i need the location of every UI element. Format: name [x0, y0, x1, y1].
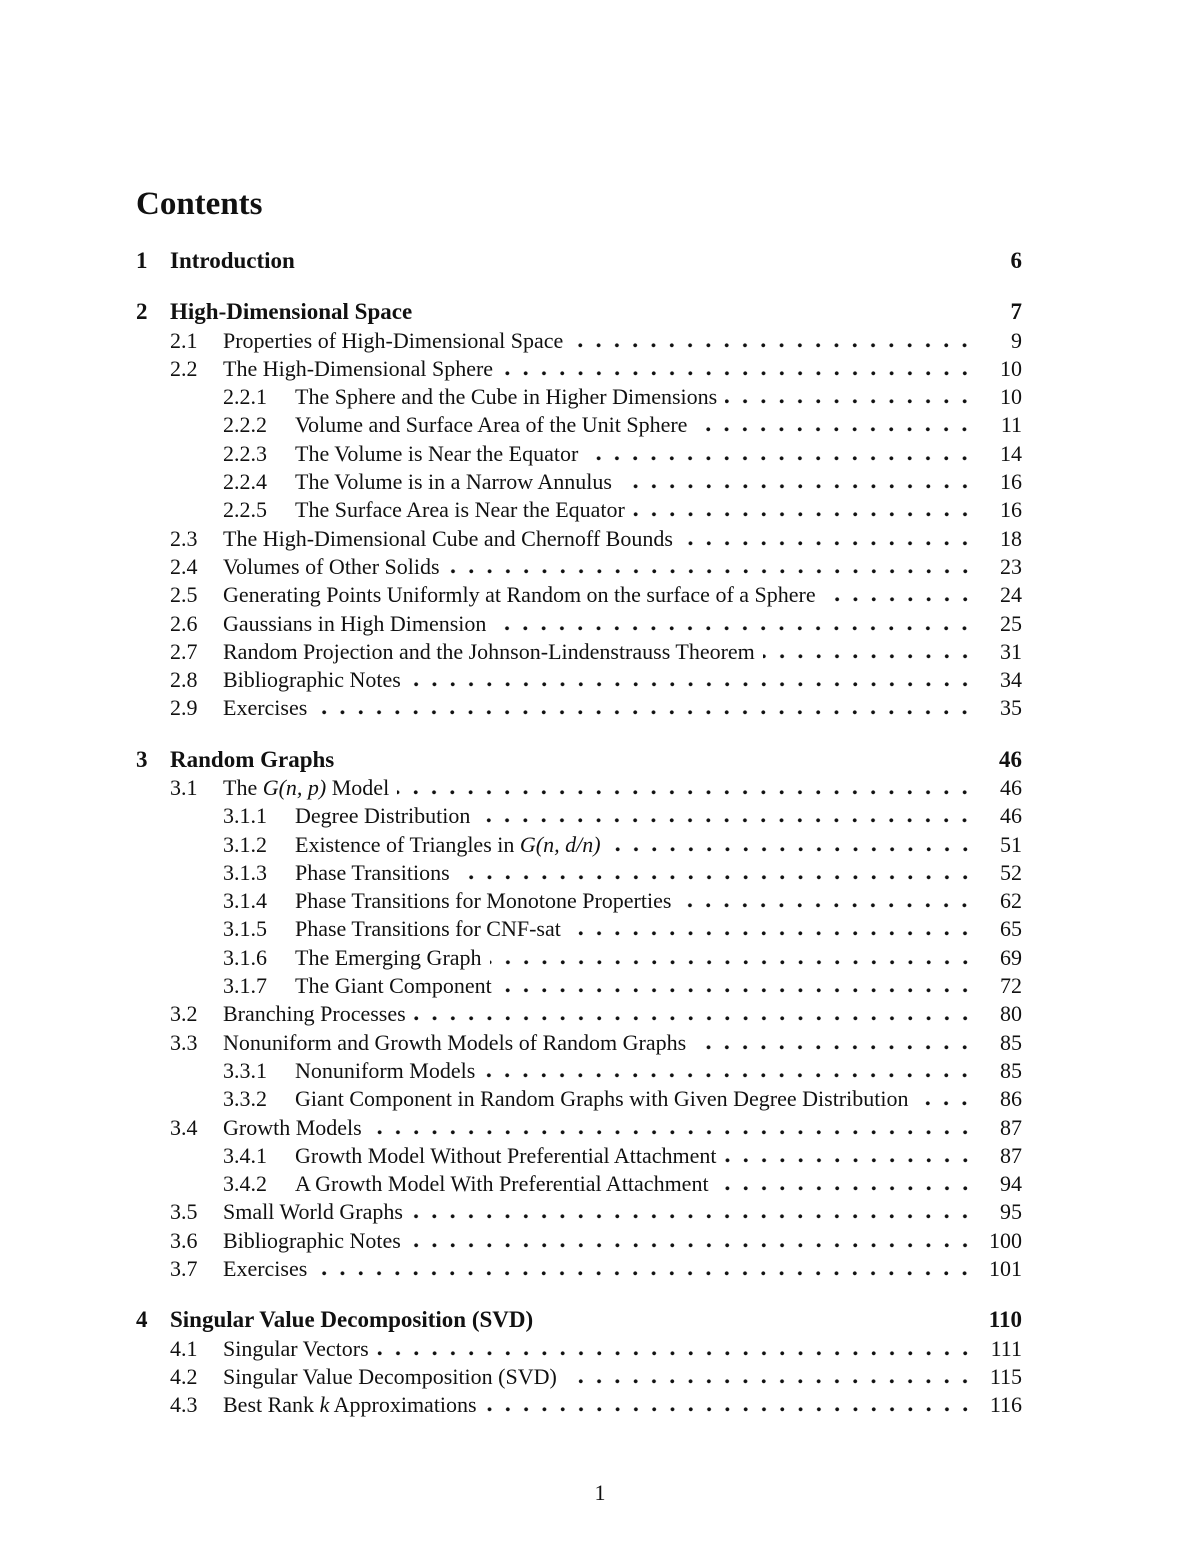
entry-number: 2.7: [170, 638, 198, 664]
entry-page: 94: [1000, 1171, 1022, 1197]
title-text: The Surface Area is Near the Equator: [295, 497, 625, 523]
title-text: Introduction: [170, 247, 295, 273]
dot-leader: [586, 455, 974, 461]
title-text: The High-Dimensional Cube and Chernoff Bounds: [223, 525, 673, 551]
leader-spacer: [303, 262, 974, 268]
entry-number: 2.2.2: [223, 412, 267, 438]
dot-leader: [490, 959, 974, 965]
entry-number: 2.2: [170, 355, 198, 381]
entry-title: [223, 694, 307, 722]
entry-title: [295, 440, 578, 468]
entry-title: [223, 610, 486, 638]
title-text: The Volume is Near the Equator: [295, 440, 579, 466]
title-text: Singular Value Decomposition (SVD): [170, 1307, 534, 1333]
entry-page: 16: [1000, 469, 1022, 495]
dot-leader: [500, 987, 974, 993]
entry-number: 3.1.3: [223, 859, 267, 885]
entry-number: 2.9: [170, 695, 198, 721]
title-text: Phase Transitions: [295, 859, 450, 885]
entry-page: 110: [988, 1307, 1022, 1333]
entry-page: 65: [1000, 916, 1022, 942]
toc-entry-3-1-6: [136, 944, 1022, 972]
toc-entry-2: [136, 298, 1022, 326]
title-text: Singular Vectors: [223, 1335, 369, 1361]
entry-title: [223, 553, 440, 581]
entry-page: 25: [1000, 610, 1022, 636]
dot-leader: [569, 930, 974, 936]
entry-title: [223, 1029, 686, 1057]
dot-leader: [717, 1185, 974, 1191]
entry-title: [295, 383, 717, 411]
toc-entry-3-1-7: [136, 972, 1022, 1000]
toc-list: [136, 247, 1022, 1420]
entry-number: 2.2.3: [223, 440, 267, 466]
leader-spacer: [342, 761, 974, 767]
title-text: Model: [326, 774, 390, 800]
toc-entry-2-6: [136, 610, 1022, 638]
toc-entry-4-3: [136, 1391, 1022, 1419]
toc-content: [136, 186, 1022, 1420]
toc-entry-4-2: [136, 1363, 1022, 1391]
dot-leader: [370, 1129, 974, 1135]
entry-number: 3.1.5: [223, 916, 267, 942]
title-text: Existence of Triangles in: [295, 831, 520, 857]
entry-page: 18: [1000, 525, 1022, 551]
entry-page: 101: [989, 1256, 1022, 1282]
toc-entry-2-1: [136, 327, 1022, 355]
entry-number: 2.8: [170, 667, 198, 693]
entry-page: 46: [1000, 774, 1022, 800]
entry-number: 3.1.1: [223, 803, 267, 829]
toc-entry-3: [136, 746, 1022, 774]
toc-entry-2-9: [136, 694, 1022, 722]
toc-entry-3-3-2: [136, 1085, 1022, 1113]
toc-entry-2-2-4: [136, 468, 1022, 496]
title-text: Nonuniform and Growth Models of Random Graphs: [223, 1029, 687, 1055]
toc-entry-3-4-1: [136, 1142, 1022, 1170]
entry-title: [295, 859, 450, 887]
dot-leader: [409, 1242, 974, 1248]
entry-number: 4.2: [170, 1363, 198, 1389]
title-text: The High-Dimensional Sphere: [223, 355, 494, 381]
title-text: Giant Component in Random Graphs with Given Degree Distribution: [295, 1086, 909, 1112]
dot-leader: [414, 1015, 974, 1021]
entry-title: [223, 666, 401, 694]
title-text: Generating Points Uniformly at Random on the surface of a Sphere: [223, 582, 816, 608]
dot-leader: [763, 653, 974, 659]
toc-entry-2-2-2: [136, 411, 1022, 439]
footer-page-number: 1: [594, 1480, 606, 1505]
dot-leader: [824, 596, 974, 602]
title-text: The: [223, 774, 263, 800]
entry-title: [295, 1142, 717, 1170]
toc-entry-3-4-2: [136, 1170, 1022, 1198]
entry-title: [295, 1057, 475, 1085]
entry-number: 3.1.7: [223, 973, 267, 999]
entry-title: [223, 1363, 557, 1391]
title-text: Approximations: [329, 1392, 477, 1418]
entry-page: 52: [1000, 859, 1022, 885]
entry-title: [295, 411, 687, 439]
entry-title: [223, 638, 755, 666]
title-text: Bibliographic Notes: [223, 1227, 401, 1253]
title-text: Volumes of Other Solids: [223, 553, 440, 579]
title-text: Exercises: [223, 1256, 308, 1282]
toc-entry-2-2-5: [136, 496, 1022, 524]
entry-page: 69: [1000, 944, 1022, 970]
entry-number: 3.1.2: [223, 831, 267, 857]
entry-number: 4: [136, 1307, 148, 1333]
entry-title: [295, 831, 601, 859]
entry-title: [295, 802, 470, 830]
entry-title: [170, 298, 412, 326]
entry-title: [223, 1391, 477, 1419]
entry-page: 85: [1000, 1057, 1022, 1083]
entry-number: 2.2.5: [223, 497, 267, 523]
entry-page: 35: [1000, 695, 1022, 721]
toc-entry-2-3: [136, 525, 1022, 553]
entry-number: 4.1: [170, 1335, 198, 1361]
entry-number: 3.2: [170, 1001, 198, 1027]
title-text: The Sphere and the Cube in Higher Dimensions: [295, 384, 718, 410]
dot-leader: [609, 846, 974, 852]
dot-leader: [679, 902, 974, 908]
dot-leader: [695, 426, 974, 432]
entry-number: 4.3: [170, 1392, 198, 1418]
entry-page: 72: [1000, 973, 1022, 999]
entry-number: 3.1.4: [223, 888, 267, 914]
entry-title: [170, 746, 334, 774]
entry-page: 23: [1000, 553, 1022, 579]
entry-page: 11: [1000, 412, 1022, 438]
toc-entry-1: [136, 247, 1022, 275]
dot-leader: [483, 1072, 974, 1078]
entry-number: 3.6: [170, 1227, 198, 1253]
title-text: Nonuniform Models: [295, 1057, 476, 1083]
entry-page: 87: [1000, 1114, 1022, 1140]
title-text: Phase Transitions for Monotone Properties: [295, 888, 672, 914]
toc-entry-3-3: [136, 1029, 1022, 1057]
toc-entry-2-4: [136, 553, 1022, 581]
title-text: Properties of High-Dimensional Space: [223, 327, 564, 353]
entry-number: 3.7: [170, 1256, 198, 1282]
entry-page: 24: [1000, 582, 1022, 608]
entry-number: 2: [136, 299, 148, 325]
title-text: The Emerging Graph: [295, 944, 482, 970]
entry-number: 3.4.1: [223, 1142, 267, 1168]
entry-number: 3.1.6: [223, 944, 267, 970]
entry-page: 51: [1000, 831, 1022, 857]
dot-leader: [633, 511, 974, 517]
title-text: Phase Transitions for CNF-sat: [295, 916, 561, 942]
dot-leader: [458, 874, 974, 880]
title-text: Small World Graphs: [223, 1199, 403, 1225]
entry-title: [295, 468, 612, 496]
entry-page: 14: [1000, 440, 1022, 466]
entry-number: 3.4.2: [223, 1171, 267, 1197]
toc-entry-3-6: [136, 1227, 1022, 1255]
entry-page: 116: [989, 1392, 1022, 1418]
entry-page: 31: [1000, 638, 1022, 664]
entry-number: 3.3: [170, 1029, 198, 1055]
entry-title: [170, 247, 295, 275]
entry-title: [295, 915, 561, 943]
dot-leader: [315, 709, 974, 715]
title-math-text: G(n, p): [262, 774, 327, 800]
dot-leader: [409, 681, 974, 687]
toc-entry-3-5: [136, 1198, 1022, 1226]
title-text: Random Projection and the Johnson-Lindenstrauss Theorem: [223, 638, 755, 664]
entry-page: 111: [990, 1335, 1022, 1361]
leader-spacer: [541, 1321, 974, 1327]
dot-leader: [411, 1213, 974, 1219]
entry-number: 2.1: [170, 327, 198, 353]
dot-leader: [725, 1157, 974, 1163]
entry-page: 34: [1000, 667, 1022, 693]
entry-number: 3.5: [170, 1199, 198, 1225]
title-text: Exercises: [223, 695, 308, 721]
entry-number: 2.3: [170, 525, 198, 551]
title-text: Degree Distribution: [295, 803, 471, 829]
title-math-text: k: [319, 1392, 330, 1418]
entry-title: [170, 1306, 533, 1334]
dot-leader: [485, 1406, 974, 1412]
entry-title: [295, 887, 671, 915]
entry-page: 6: [1010, 247, 1022, 273]
title-text: The Giant Component: [295, 973, 492, 999]
entry-number: 2.2.4: [223, 469, 267, 495]
entry-title: [223, 1227, 401, 1255]
entry-title: [223, 581, 816, 609]
title-text: The Volume is in a Narrow Annulus: [295, 469, 612, 495]
entry-number: 3: [136, 746, 148, 772]
toc-entry-4: [136, 1306, 1022, 1334]
entry-title: [223, 355, 493, 383]
entry-title: [223, 1335, 369, 1363]
toc-entry-3-1-2: [136, 831, 1022, 859]
title-text: A Growth Model With Preferential Attachment: [295, 1171, 709, 1197]
toc-entry-2-2-3: [136, 440, 1022, 468]
title-text: High-Dimensional Space: [170, 299, 413, 325]
toc-entry-3-2: [136, 1000, 1022, 1028]
title-math-text: G(n, d/n): [519, 831, 601, 857]
dot-leader: [315, 1270, 974, 1276]
entry-title: [295, 972, 492, 1000]
dot-leader: [681, 540, 974, 546]
entry-page: 46: [999, 746, 1022, 772]
entry-page: 62: [1000, 888, 1022, 914]
title-text: Branching Processes: [223, 1001, 406, 1027]
toc-entry-2-5: [136, 581, 1022, 609]
page-title: Contents: [136, 186, 263, 222]
entry-page: 16: [1000, 497, 1022, 523]
entry-title: [223, 525, 673, 553]
dot-leader: [478, 817, 974, 823]
entry-page: 95: [1000, 1199, 1022, 1225]
entry-title: [223, 1000, 406, 1028]
entry-page: 100: [989, 1227, 1022, 1253]
dot-leader: [571, 342, 974, 348]
toc-entry-3-3-1: [136, 1057, 1022, 1085]
entry-title: [223, 327, 563, 355]
toc-entry-3-1-5: [136, 915, 1022, 943]
title-text: Growth Model Without Preferential Attachment: [295, 1142, 717, 1168]
entry-page: 46: [1000, 803, 1022, 829]
toc-entry-3-1-4: [136, 887, 1022, 915]
entry-number: 2.5: [170, 582, 198, 608]
dot-leader: [494, 625, 974, 631]
entry-title: [223, 1114, 362, 1142]
title-text: Gaussians in High Dimension: [223, 610, 487, 636]
entry-page: 9: [1011, 327, 1022, 353]
dot-leader: [448, 568, 974, 574]
entry-title: [295, 1170, 709, 1198]
entry-number: 2.6: [170, 610, 198, 636]
entry-title: [295, 1085, 908, 1113]
title-text: Random Graphs: [170, 746, 335, 772]
dot-leader: [501, 370, 974, 376]
entry-number: 2.4: [170, 553, 198, 579]
toc-entry-3-4: [136, 1114, 1022, 1142]
entry-page: 7: [1010, 299, 1022, 325]
toc-entry-3-7: [136, 1255, 1022, 1283]
leader-spacer: [420, 313, 974, 319]
entry-title: [295, 496, 625, 524]
entry-number: 3.1: [170, 774, 198, 800]
entry-page: 10: [1000, 355, 1022, 381]
toc-entry-2-2: [136, 355, 1022, 383]
toc-entry-3-1-1: [136, 802, 1022, 830]
entry-page: 85: [1000, 1029, 1022, 1055]
entry-number: 3.4: [170, 1114, 198, 1140]
title-text: Best Rank: [223, 1392, 320, 1418]
dot-leader: [397, 789, 974, 795]
entry-page: 115: [989, 1363, 1022, 1389]
entry-title: [223, 1198, 403, 1226]
toc-entry-3-1-3: [136, 859, 1022, 887]
entry-number: 2.2.1: [223, 384, 267, 410]
entry-number: 3.3.2: [223, 1086, 267, 1112]
title-text: Volume and Surface Area of the Unit Sphere: [295, 412, 688, 438]
dot-leader: [694, 1044, 974, 1050]
entry-page: 80: [1000, 1001, 1022, 1027]
toc-entry-3-1: [136, 774, 1022, 802]
dot-leader: [725, 398, 974, 404]
dot-leader: [565, 1378, 974, 1384]
toc-entry-2-7: [136, 638, 1022, 666]
entry-number: 3.3.1: [223, 1057, 267, 1083]
dot-leader: [377, 1350, 974, 1356]
toc-entry-4-1: [136, 1335, 1022, 1363]
entry-title: [223, 1255, 307, 1283]
toc-entry-2-2-1: [136, 383, 1022, 411]
entry-page: 87: [1000, 1142, 1022, 1168]
entry-page: 10: [1000, 384, 1022, 410]
dot-leader: [916, 1100, 974, 1106]
toc-entry-2-8: [136, 666, 1022, 694]
title-text: Bibliographic Notes: [223, 667, 401, 693]
entry-number: 1: [136, 247, 148, 273]
entry-page: 86: [1000, 1086, 1022, 1112]
title-text: Singular Value Decomposition (SVD): [223, 1363, 557, 1389]
dot-leader: [620, 483, 974, 489]
title-text: Growth Models: [223, 1114, 362, 1140]
entry-title: [223, 774, 389, 802]
entry-title: [295, 944, 482, 972]
